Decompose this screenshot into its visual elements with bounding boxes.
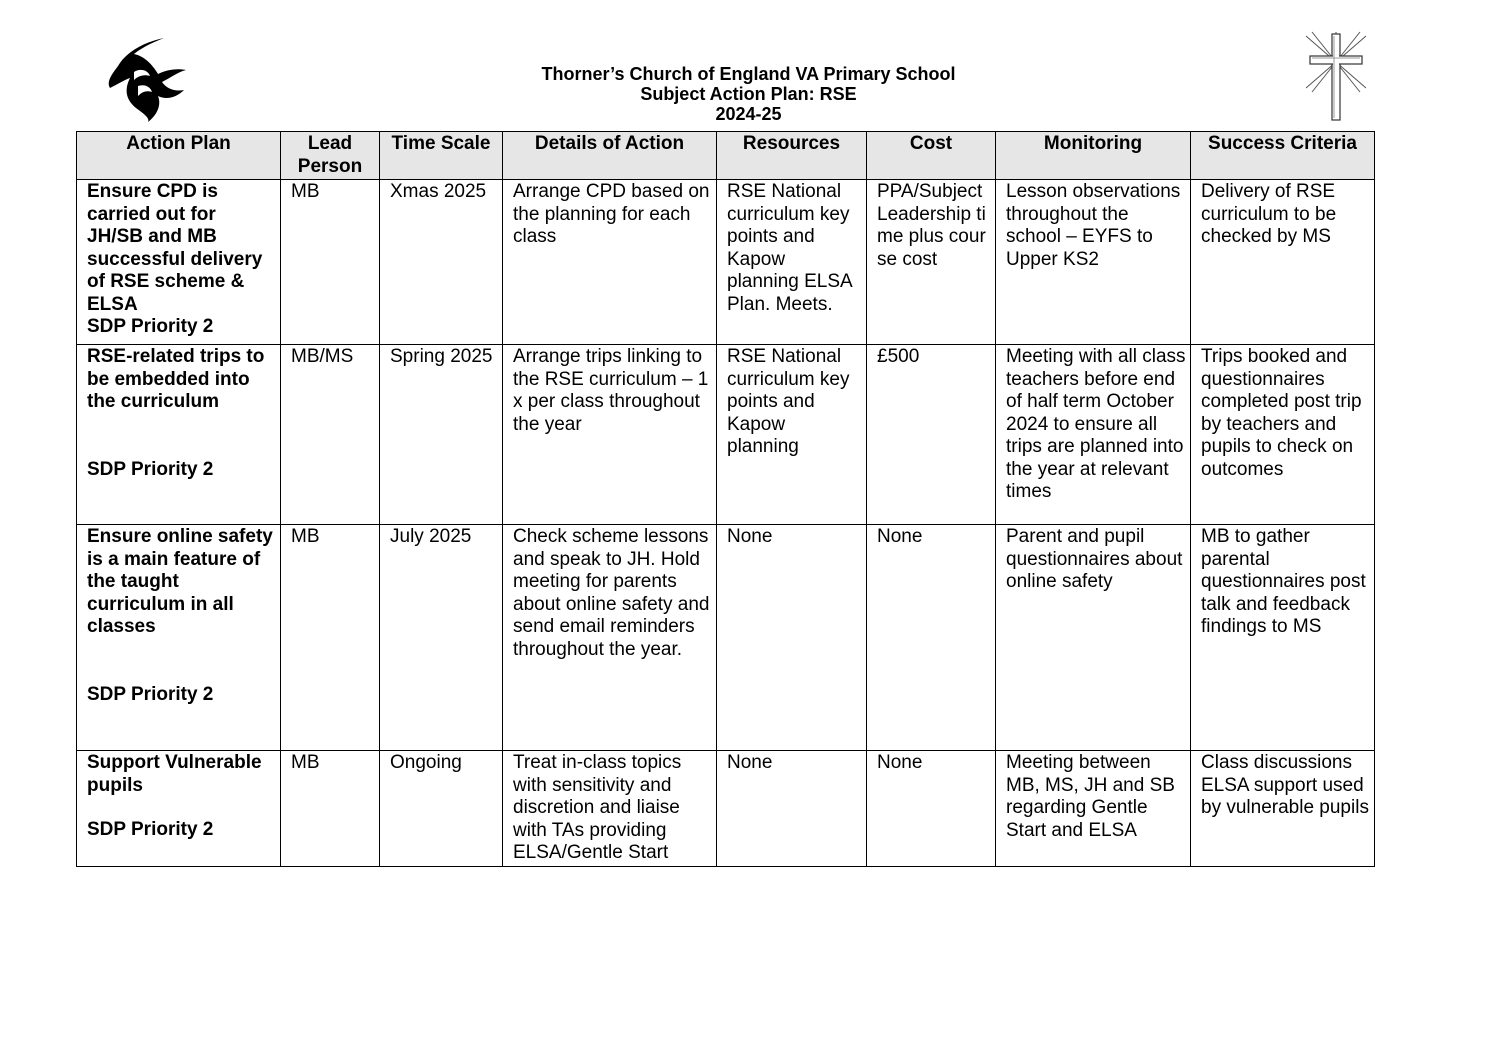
- cost-cell: £500: [867, 345, 996, 525]
- action-cell: [77, 525, 281, 751]
- action-text: Support Vulnerable pupils: [87, 752, 262, 796]
- details-cell: Arrange trips linking to the RSE curriculum – 1 x per class throughout the year: [503, 345, 717, 525]
- success-cell: Trips booked and questionnaires completed post trip by teachers and pupils to check on outcomes: [1191, 345, 1375, 525]
- priority-label: SDP Priority 2: [87, 458, 214, 480]
- action-text: Ensure CPD is carried out for JH/SB and MB successful delivery of RSE scheme & ELSA: [87, 181, 263, 315]
- action-plan-table: [76, 131, 1375, 867]
- timescale-cell: Xmas 2025: [380, 180, 503, 345]
- success-cell: Class discussions ELSA support used by vulnerable pupils: [1191, 751, 1375, 867]
- cost-cell: None: [867, 751, 996, 867]
- action-cell: [77, 751, 281, 867]
- plan-year: 2024-25: [715, 104, 782, 124]
- lead-cell: MB/MS: [281, 345, 380, 525]
- lead-cell: MB: [281, 525, 380, 751]
- timescale-cell: Ongoing: [380, 751, 503, 867]
- action-cell: [77, 180, 281, 345]
- success-cell: Delivery of RSE curriculum to be checked by MS: [1191, 180, 1375, 345]
- table-row: [77, 525, 1375, 751]
- monitoring-cell: Meeting with all class teachers before end of half term October 2024 to ensure all trips are planned into the year at relevant times: [996, 345, 1191, 525]
- resources-cell: None: [717, 525, 867, 751]
- priority-label: SDP Priority 2: [87, 683, 214, 705]
- action-text: Ensure online safety is a main feature of the taught curriculum in all classes: [87, 526, 273, 637]
- action-text: RSE-related trips to be embedded into the curriculum: [87, 346, 265, 412]
- resources-cell: None: [717, 751, 867, 867]
- timescale-cell: Spring 2025: [380, 345, 503, 525]
- table-row: [77, 180, 1375, 345]
- resources-cell: RSE National curriculum key points and Kapow planning ELSA Plan. Meets.: [717, 180, 867, 345]
- table-row: [77, 751, 1375, 867]
- school-name: Thorner’s Church of England VA Primary School: [541, 64, 956, 84]
- cost-cell: None: [867, 525, 996, 751]
- col-header-time-scale: Time Scale: [380, 132, 503, 180]
- document-header: [0, 64, 1497, 124]
- lead-cell: MB: [281, 751, 380, 867]
- timescale-cell: July 2025: [380, 525, 503, 751]
- monitoring-cell: Lesson observations throughout the school – EYFS to Upper KS2: [996, 180, 1191, 345]
- plan-title: Subject Action Plan: RSE: [640, 84, 857, 104]
- monitoring-cell: Parent and pupil questionnaires about online safety: [996, 525, 1191, 751]
- table-row: [77, 345, 1375, 525]
- col-header-resources: Resources: [717, 132, 867, 180]
- lead-cell: MB: [281, 180, 380, 345]
- col-header-monitoring: Monitoring: [996, 132, 1191, 180]
- action-cell: [77, 345, 281, 525]
- col-header-details: Details of Action: [503, 132, 717, 180]
- priority-label: SDP Priority 2: [87, 819, 214, 840]
- col-header-cost: Cost: [867, 132, 996, 180]
- resources-cell: RSE National curriculum key points and Kapow planning: [717, 345, 867, 525]
- cost-cell: PPA/Subject Leadership time plus course cost: [867, 180, 996, 345]
- priority-label: SDP Priority 2: [87, 316, 214, 337]
- monitoring-cell: Meeting between MB, MS, JH and SB regarding Gentle Start and ELSA: [996, 751, 1191, 867]
- col-header-action-plan: Action Plan: [77, 132, 281, 180]
- details-cell: Check scheme lessons and speak to JH. Hold meeting for parents about online safety and send email reminders throughout the year.: [503, 525, 717, 751]
- table-header-row: [77, 132, 1375, 180]
- details-cell: Treat in-class topics with sensitivity and discretion and liaise with TAs providing ELSA/Gentle Start: [503, 751, 717, 867]
- details-cell: Arrange CPD based on the planning for each class: [503, 180, 717, 345]
- col-header-lead-person: Lead Person: [281, 132, 380, 180]
- success-cell: MB to gather parental questionnaires post talk and feedback findings to MS: [1191, 525, 1375, 751]
- col-header-success-criteria: Success Criteria: [1191, 132, 1375, 180]
